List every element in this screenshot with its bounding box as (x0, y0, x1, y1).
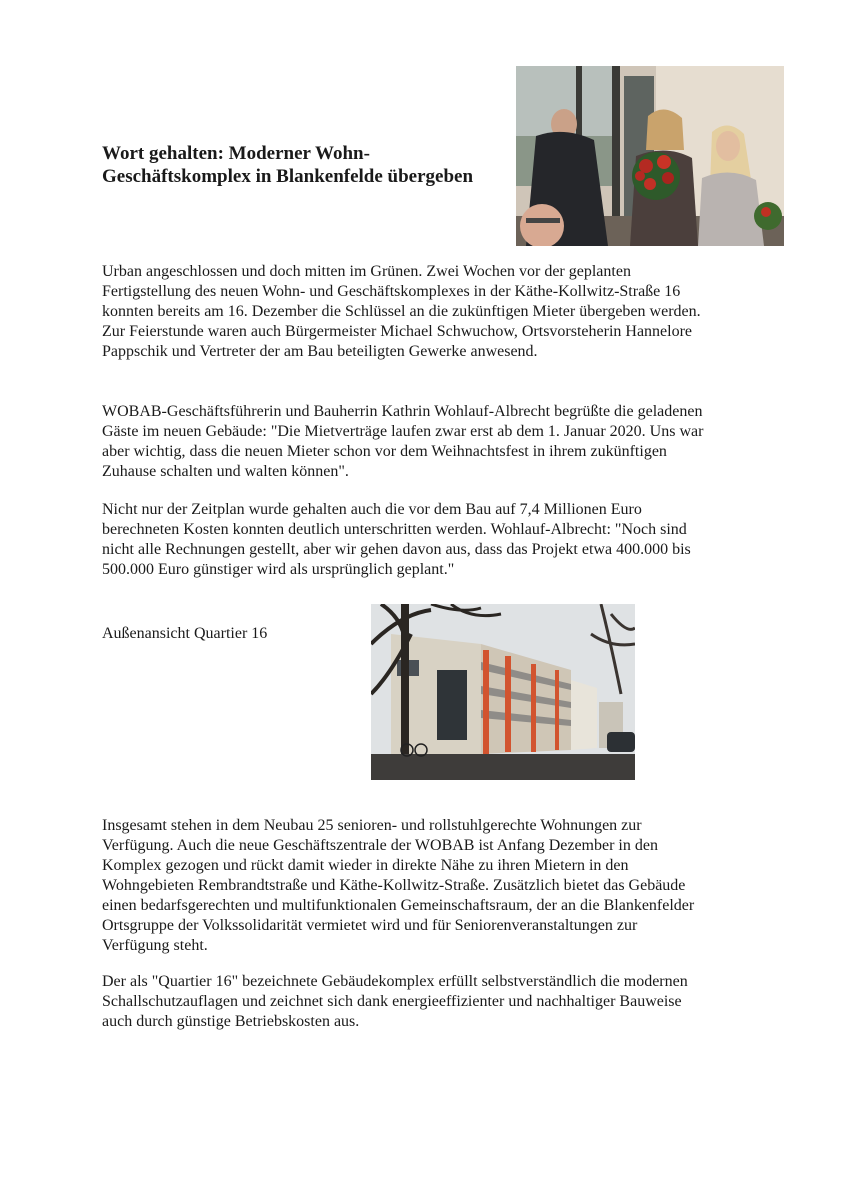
text-line: Zur Feierstunde waren auch Bürgermeister Michael Schwuchow, Ortsvorsteherin Hannelore (102, 323, 693, 340)
text-line: Wohngebieten Rembrandtstraße und Käthe-Kollwitz-Straße. Zusätzlich bietet das Gebäude (102, 877, 686, 894)
title-line: Geschäftskomplex in Blankenfelde übergeben (102, 166, 474, 187)
paragraph-5 (102, 972, 688, 1032)
text-line: Urban angeschlossen und doch mitten im Grünen. Zwei Wochen vor der geplanten (102, 263, 631, 280)
paragraph-3 (102, 500, 691, 580)
text-line: berechneten Kosten konnten deutlich unterschritten werden. Wohlauf-Albrecht: "Noch sind (102, 521, 687, 538)
article-title (102, 142, 502, 188)
text-line: Fertigstellung des neuen Wohn- und Geschäftskomplexes in der Käthe-Kollwitz-Straße 16 (102, 283, 681, 300)
text-line: einen bedarfsgerechten und multifunktionalen Gemeinschaftsraum, der an die Blankenfelder (102, 897, 695, 914)
paragraph-4 (102, 816, 694, 956)
text-line: 500.000 Euro günstiger wird als ursprünglich geplant." (102, 561, 455, 578)
text-line: Insgesamt stehen in dem Neubau 25 senioren- und rollstuhlgerechte Wohnungen zur (102, 817, 642, 834)
text-line: konnten bereits am 16. Dezember die Schlüssel an die zukünftigen Mieter übergeben werden. (102, 303, 701, 320)
text-line: Verfügung steht. (102, 937, 208, 954)
building-photo (371, 604, 635, 780)
text-line: nicht alle Rechnungen gestellt, aber wir gehen davon aus, dass das Projekt etwa 400.000 bis (102, 541, 691, 558)
text-line: Der als "Quartier 16" bezeichnete Gebäudekomplex erfüllt selbstverständlich die modernen (102, 973, 688, 990)
paragraph-1 (102, 262, 701, 362)
paragraph-2 (102, 402, 703, 482)
text-line: Zuhause schalten und walten können". (102, 463, 349, 480)
text-line: Komplex gezogen und rückt damit wieder in direkte Nähe zu ihren Mietern in den (102, 857, 629, 874)
text-line: auch durch günstige Betriebskosten aus. (102, 1013, 360, 1030)
handover-photo (516, 66, 784, 246)
text-line: Ortsgruppe der Volkssolidarität vermietet wird und für Seniorenveranstaltungen zur (102, 917, 638, 934)
text-line: Schallschutzauflagen und zeichnet sich dank energieeffizienter und nachhaltiger Bauweise (102, 993, 682, 1010)
text-line: Pappschik und Vertreter der am Bau beteiligten Gewerke anwesend. (102, 343, 538, 360)
text-line: Gäste im neuen Gebäude: "Die Mietverträge laufen zwar erst ab dem 1. Januar 2020. Uns war (102, 423, 704, 440)
title-line: Wort gehalten: Moderner Wohn- (102, 143, 370, 164)
text-line: aber wichtig, dass die neuen Mieter schon vor dem Weihnachtsfest in ihrem zukünftigen (102, 443, 667, 460)
text-line: WOBAB-Geschäftsführerin und Bauherrin Kathrin Wohlauf-Albrecht begrüßte die geladenen (102, 403, 703, 420)
photo-caption: Außenansicht Quartier 16 (102, 625, 268, 642)
text-line: Verfügung. Auch die neue Geschäftszentrale der WOBAB ist Anfang Dezember in den (102, 837, 658, 854)
text-line: Nicht nur der Zeitplan wurde gehalten auch die vor dem Bau auf 7,4 Millionen Euro (102, 501, 642, 518)
